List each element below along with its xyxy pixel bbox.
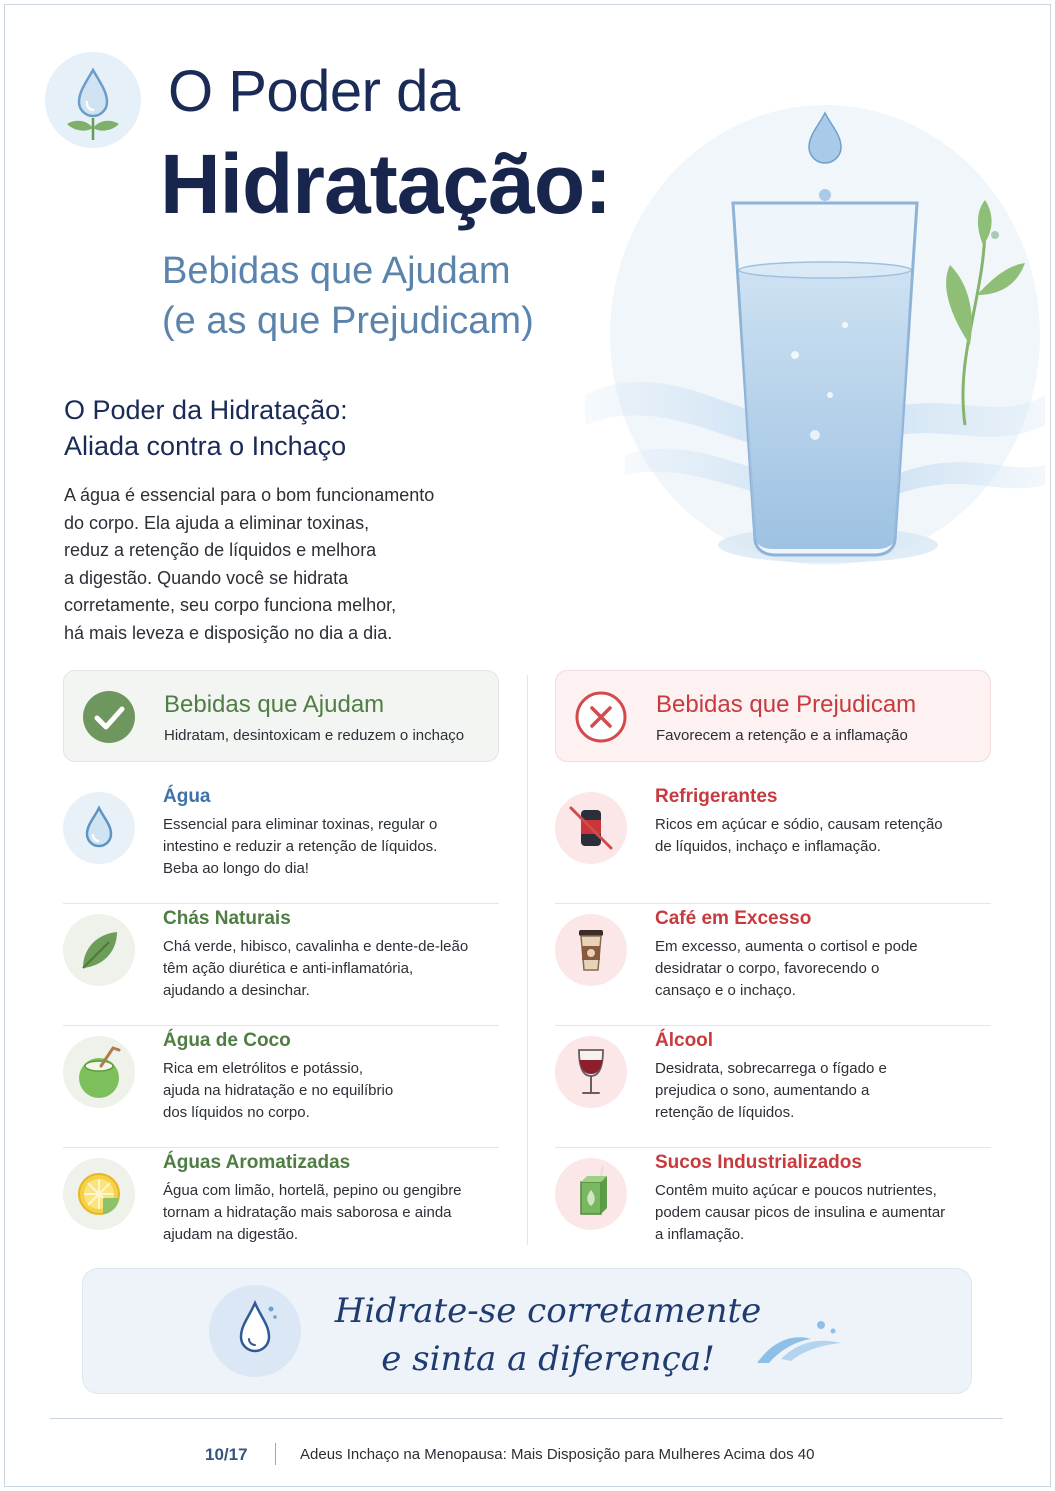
intro-line: do corpo. Ela ajuda a eliminar toxinas, [64, 512, 370, 533]
desc-line: intestino e reduzir a retenção de líquidos. [163, 838, 438, 855]
desc-line: têm ação diurética e anti-inflamatória, [163, 960, 414, 977]
subtitle-line1: Bebidas que Ajudam [162, 250, 511, 292]
list-item [555, 1148, 991, 1270]
item-title: Refrigerantes [655, 786, 778, 807]
item-title: Sucos Industrializados [655, 1152, 862, 1173]
item-title: Chás Naturais [163, 908, 291, 929]
intro-line: reduz a retenção de líquidos e melhora [64, 540, 377, 560]
juice-box-icon [555, 1158, 627, 1230]
list-item [63, 904, 499, 1026]
leaf-icon [63, 914, 135, 986]
item-description [163, 814, 493, 880]
x-circle-icon [574, 690, 628, 744]
item-title: Café em Excesso [655, 908, 812, 929]
desc-line: a inflamação. [655, 1226, 745, 1243]
desc-line: ajudam na digestão. [163, 1226, 299, 1243]
check-circle-icon [82, 690, 136, 744]
desc-line: Rica em eletrólitos e potássio, [163, 1060, 364, 1077]
section-title-line1: O Poder da Hidratação: [64, 395, 348, 425]
water-glass-illustration [565, 95, 1050, 605]
intro-line: há mais leveza e disposição no dia a dia. [64, 622, 393, 643]
desc-line: podem causar picos de insulina e aumentar [655, 1204, 946, 1221]
coffee-cup-icon [555, 914, 627, 986]
bad-drinks-header [555, 670, 991, 762]
item-title: Água de Coco [163, 1030, 291, 1051]
list-item [555, 1026, 991, 1148]
book-title: Adeus Inchaço na Menopausa: Mais Disposição para Mulheres Acima dos 40 [300, 1446, 815, 1463]
item-description [163, 1058, 493, 1124]
bad-drinks-title: Bebidas que Prejudicam [656, 691, 917, 718]
column-divider [527, 675, 528, 1245]
item-description [163, 936, 493, 1002]
desc-line: Contêm muito açúcar e poucos nutrientes, [655, 1182, 937, 1199]
item-description [655, 814, 985, 858]
page-subtitle [162, 246, 534, 346]
good-drinks-header [63, 670, 499, 762]
coconut-icon [63, 1036, 135, 1108]
water-drop-icon [63, 792, 135, 864]
banner-message [323, 1287, 773, 1383]
list-item [63, 782, 499, 904]
intro-line: A água é essencial para o bom funcionamento [64, 485, 435, 505]
desc-line: tornam a hidratação mais saborosa e ainda [163, 1204, 452, 1221]
closing-banner [82, 1268, 972, 1394]
item-description [655, 1058, 985, 1124]
good-drinks-subtitle: Hidratam, desintoxicam e reduzem o inchaço [164, 727, 465, 744]
desc-line: Água com limão, hortelã, pepino ou gengibre [163, 1182, 462, 1199]
item-description [655, 1180, 985, 1246]
bad-drinks-column [555, 670, 991, 1270]
section-title-line2: Aliada contra o Inchaço [64, 431, 347, 461]
intro-line: corretamente, seu corpo funciona melhor, [64, 595, 397, 615]
page-title-line1: O Poder da [168, 59, 460, 124]
list-item [63, 1026, 499, 1148]
desc-line: Ricos em açúcar e sódio, causam retenção [655, 816, 943, 833]
item-title: Águas Aromatizadas [163, 1152, 351, 1173]
desc-line: prejudica o sono, aumentando a [655, 1082, 870, 1099]
desc-line: Essencial para eliminar toxinas, regular o [163, 816, 438, 833]
desc-line: Em excesso, aumenta o cortisol e pode [655, 938, 918, 955]
desc-line: cansaço e o inchaço. [655, 982, 796, 999]
water-splash-icon [751, 1313, 847, 1367]
banner-line2: e sinta a diferença! [381, 1339, 715, 1379]
section-title [64, 392, 348, 464]
desc-line: retenção de líquidos. [655, 1104, 795, 1121]
good-drinks-column [63, 670, 499, 1270]
list-item [555, 782, 991, 904]
subtitle-line2: (e as que Prejudicam) [162, 300, 534, 342]
list-item [555, 904, 991, 1026]
page-number: 10/17 [205, 1445, 248, 1464]
footer-separator [275, 1443, 276, 1465]
water-drop-icon [209, 1285, 301, 1377]
soda-can-crossed-icon [555, 792, 627, 864]
item-title: Água [163, 786, 211, 807]
water-drop-sprout-icon [45, 52, 141, 148]
desc-line: dos líquidos no corpo. [163, 1104, 310, 1121]
desc-line: de líquidos, inchaço e inflamação. [655, 838, 881, 855]
wine-glass-icon [555, 1036, 627, 1108]
desc-line: ajudando a desinchar. [163, 982, 310, 999]
list-item [63, 1148, 499, 1270]
footer-divider [50, 1418, 1003, 1419]
intro-line: a digestão. Quando você se hidrata [64, 567, 349, 588]
lemon-slice-icon [63, 1158, 135, 1230]
desc-line: Beba ao longo do dia! [163, 860, 309, 877]
bad-drinks-subtitle: Favorecem a retenção e a inflamação [656, 727, 908, 744]
item-description [655, 936, 985, 1002]
item-title: Álcool [655, 1030, 714, 1051]
good-drinks-title: Bebidas que Ajudam [164, 691, 385, 718]
desc-line: desidratar o corpo, favorecendo o [655, 960, 880, 977]
desc-line: Chá verde, hibisco, cavalinha e dente-de-leão [163, 938, 469, 955]
desc-line: Desidrata, sobrecarrega o fígado e [655, 1060, 887, 1077]
banner-line1: Hidrate-se corretamente [334, 1291, 762, 1331]
item-description [163, 1180, 493, 1246]
intro-paragraph [64, 482, 494, 647]
desc-line: ajuda na hidratação e no equilíbrio [163, 1082, 394, 1099]
page-title-line2: Hidratação: [160, 137, 612, 231]
